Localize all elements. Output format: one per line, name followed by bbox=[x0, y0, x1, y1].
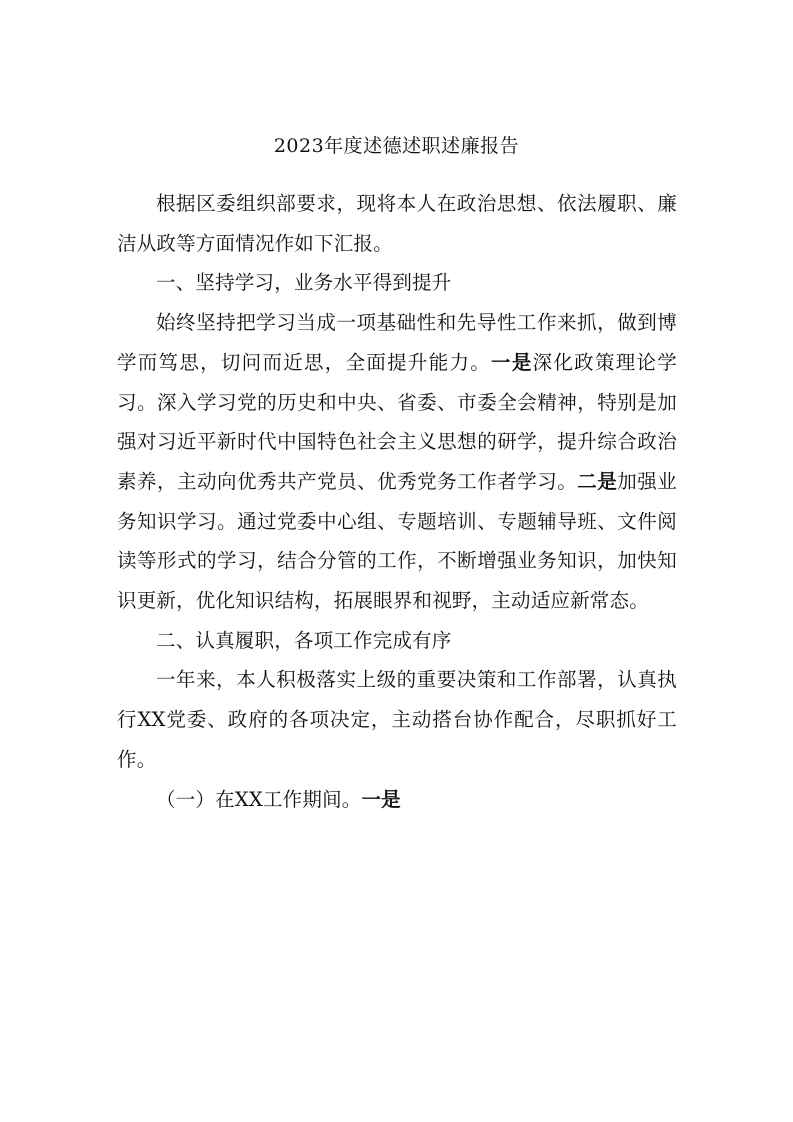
section-heading-2: 二、认真履职，各项工作完成有序 bbox=[156, 628, 452, 652]
study-paragraph-intro: 始终坚持把学习当成一项基础性和先导性工作来抓，做到博学而笃思，切问而近思，全面提升能力。 bbox=[117, 311, 677, 374]
point-one-text: 深化政策理论学习。深入学习党的历史和中央、省委、市委全会精神，特别是加强对习近平新时代中国特色社会主义思想的研学，提升综合政治素养，主动向优秀共产党员、优秀党务工作者学习。 bbox=[117, 350, 677, 493]
study-paragraph bbox=[117, 303, 677, 621]
point-one-label: 一是 bbox=[491, 350, 533, 374]
duty-paragraph: 一年来，本人积极落实上级的重要决策和工作部署，认真执行XX党委、政府的各项决定，主动搭台协作配合，尽职抓好工作。 bbox=[117, 668, 677, 771]
intro-paragraph: 根据区委组织部要求，现将本人在政治思想、依法履职、廉洁从政等方面情况作如下汇报。 bbox=[117, 192, 677, 255]
document-title: 2023年度述德述职述廉报告 bbox=[273, 135, 520, 157]
point-two-text: 加强业务知识学习。通过党委中心组、专题培训、专题辅导班、文件阅读等形式的学习，结合分管的工作，不断增强业务知识，加快知识更新，优化知识结构，拓展眼界和视野，主动适应新常态。 bbox=[117, 469, 678, 613]
subsection-heading: （一）在XX工作期间。 bbox=[156, 787, 362, 811]
section-heading-1: 一、坚持学习，业务水平得到提升 bbox=[156, 271, 452, 295]
document-body bbox=[117, 184, 677, 819]
subsection-point-label: 一是 bbox=[361, 787, 401, 811]
point-two-label: 二是 bbox=[577, 469, 618, 493]
subsection-paragraph bbox=[117, 780, 677, 820]
